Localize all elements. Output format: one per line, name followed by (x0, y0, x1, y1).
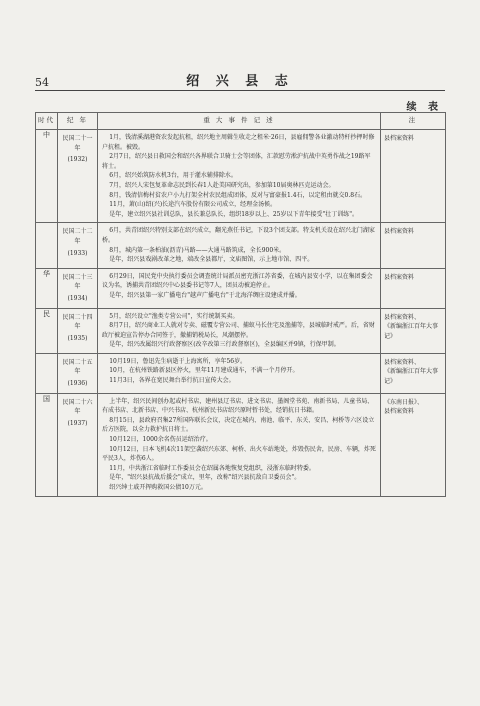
year-cell (58, 130, 98, 223)
events-cell (98, 223, 381, 268)
note-cell (381, 393, 446, 496)
continued-label: 续 表 (406, 102, 442, 113)
year-cell (58, 223, 98, 268)
event-entry: 8月，城内第一条柏油(沥青)马路——大通马路筑成，全长900米。 (109, 246, 286, 254)
year-label: 民国二十四年 (62, 313, 93, 331)
year-number: (1937) (67, 419, 88, 427)
note-entry: 县档案资料 (384, 135, 415, 142)
era-cell: 民 (36, 308, 58, 353)
year-cell (58, 308, 98, 353)
year-cell (58, 268, 98, 308)
note-entry: 《新编浙江百年大事记》 (384, 368, 439, 386)
event-entry: 11月，萧(山)绍(兴)长途汽车股份有限公司成立，经理金汤候。 (109, 201, 277, 209)
event-entry: 是年，绍兴县戏剧改革之地，端改全县都厅，文庙图馆，示上地市馆、四平。 (109, 256, 314, 264)
event-entry: 是年，绍兴县第一家广播电台"越声广播电台"于北海洋绸庄设建成并播。 (109, 291, 301, 299)
event-entry: 10月12日，日本飞机4次11架空袭绍兴东郊、柯桥、出火车站地处，炸毁伤民舍，民房、车辆，炸死平民3人，炸伤6人。 (102, 445, 376, 463)
events-cell (98, 268, 381, 308)
event-entry: 8月，钱清信梅村贫农户小九打架全村农民组成团体，反对与富豪报1.4石，以定租由就交0.8石。 (109, 191, 367, 199)
note-cell (381, 223, 446, 268)
era-cell: 华 (36, 268, 58, 308)
year-number: (1933) (67, 249, 88, 257)
header-rule (35, 90, 445, 91)
event-entry: 1月，钱清溪湖港资农发起抗租，绍兴地主周辑生收走之租米·26日，县雇佣警各业激动特杆抄押时修户抗租。被毁。 (102, 134, 375, 151)
era-cell: 中 (36, 130, 58, 223)
note-entry: 县档案资料、 (384, 313, 421, 321)
event-entry: 6月，共青团绍兴特别支部在绍兴成立，翻光燕任书记，下设3个团支部。特支机关设在绍兴北门湖家桥。 (102, 227, 375, 244)
event-entry: 8月15日，县政府召集27所国阵联长会议，决定在城内、南池、临平、东关、安昌、柯桥等六区设立后方医院，以全力救护抗日将士。 (102, 416, 375, 434)
era-cell: 国 (36, 393, 58, 496)
year-cell (58, 353, 98, 393)
table-row (36, 393, 446, 496)
era-cell (36, 223, 58, 268)
year-label: 民国二十一年 (62, 135, 93, 152)
event-entry: 6月，绍兴始筑防水机3台，用于灌水辅排除水。 (109, 172, 237, 180)
events-cell (98, 308, 381, 353)
book-title: 绍 兴 县 志 (186, 74, 294, 89)
event-entry: 10月12日，1000余名伤员运绍治疗。 (109, 436, 212, 444)
year-number: (1936) (67, 380, 88, 388)
events-cell (98, 393, 381, 496)
note-entry: 县档案资料 (384, 228, 415, 236)
col-header-note: 注 (381, 113, 446, 130)
year-number: (1934) (67, 294, 88, 302)
event-entry: 11月，中共浙江省临时工作委员会在绍属各地恢复党组织，浸浙东临时特委。 (109, 464, 315, 472)
event-entry: 8月7日，绍兴商业工人就对专卖、磁覆专营公司、捕蚁马长住宅及渔捕等，县城临时戒严。后，省财政厅被迫宣告停办合同签于，撤捕销税局长，风潮摆停。 (102, 322, 375, 339)
event-entry: 11月3日，各界在宽民舞台举行抗日宣传大会。 (109, 377, 235, 385)
table-header-row (36, 113, 446, 130)
page-number: 54 (35, 76, 49, 89)
table-row (36, 268, 446, 308)
year-label: 民国二十五年 (62, 358, 93, 376)
note-cell (381, 353, 446, 393)
col-header-events: 重 大 事 件 记 述 (98, 113, 381, 130)
table-row (36, 308, 446, 353)
note-cell (381, 268, 446, 308)
event-entry: 是年，"绍兴县抗战后援会"成立，里年，改称"绍兴县抗敌自卫委员会"。 (109, 474, 301, 482)
table-row (36, 130, 446, 223)
event-entry: 7月，绍兴人宋包复革命志民到长春1人赴美国研究出，参加第10届奥林匹克运动会。 (109, 181, 335, 189)
table-row (36, 353, 446, 393)
event-entry: 10月，在杭州铁路新县区停火，里年11月建成通车，不满一个月停开。 (109, 367, 299, 375)
event-entry: 上半年，绍兴民间创办起或村书店，建州县辽书店、进文书店、墨阁堂书苑、南新书局、儿童书局、有成书店、北新书店、中兴书店、杭州新民书店绍兴原时暂书处，经销抗日书籍。 (102, 397, 374, 415)
chronology-table (35, 112, 446, 497)
event-entry: 6月29日，国民党中央执行委员会调查统计局派员密充浙江苏省委，在城内县安小学，以在集团委会议为名，诱捕共青团绍兴中心县委书记等7人，团员动被迫停止。 (102, 272, 373, 290)
note-entry: 县档案资料 (384, 408, 415, 416)
event-entry: 是年，绍兴改属绍兴行政督察区(改辛改第三行政督察区)，全县编区并9镇，行保甲制。 (109, 341, 340, 349)
year-label: 民国二十二年 (62, 228, 93, 245)
event-entry: 绍兴绅士戚开挥购救国公债10万元。 (109, 484, 207, 491)
note-cell (381, 130, 446, 223)
col-header-era: 时代 (36, 113, 58, 130)
event-entry: 是年，建立绍兴县社训总队，县长兼总队长，组织18岁以上、25岁以下青年接受"壮丁训练"。 (109, 210, 358, 218)
events-cell (98, 353, 381, 393)
note-entry: 县档案资料、 (384, 358, 421, 366)
year-label: 民国二十三年 (62, 273, 93, 291)
table-body (36, 130, 446, 497)
event-entry: 10月19日，鲁迅先生病逝于上海寓所，享年56岁。 (109, 357, 247, 365)
year-number: (1932) (67, 156, 88, 164)
year-label: 民国二十六年 (62, 398, 93, 416)
col-header-year: 纪 年 (58, 113, 98, 130)
note-cell (381, 308, 446, 353)
note-entry: 《新编浙江百年大事记》 (384, 323, 439, 340)
year-cell (58, 393, 98, 496)
year-number: (1935) (67, 334, 88, 342)
note-entry: 《东南日报》、 (384, 398, 424, 406)
events-cell (98, 130, 381, 223)
table-row (36, 223, 446, 268)
note-entry: 县档案资料 (384, 273, 415, 281)
era-cell (36, 353, 58, 393)
event-entry: 2月7日，绍兴县日救国会和绍兴各界联合卫骑士会等团体，汇款慰劳淞沪抗战中英勇作战之19路军将士。 (102, 153, 371, 170)
event-entry: 5月，绍兴设立"渔类专营公司"，实行统制买卖。 (109, 312, 239, 320)
